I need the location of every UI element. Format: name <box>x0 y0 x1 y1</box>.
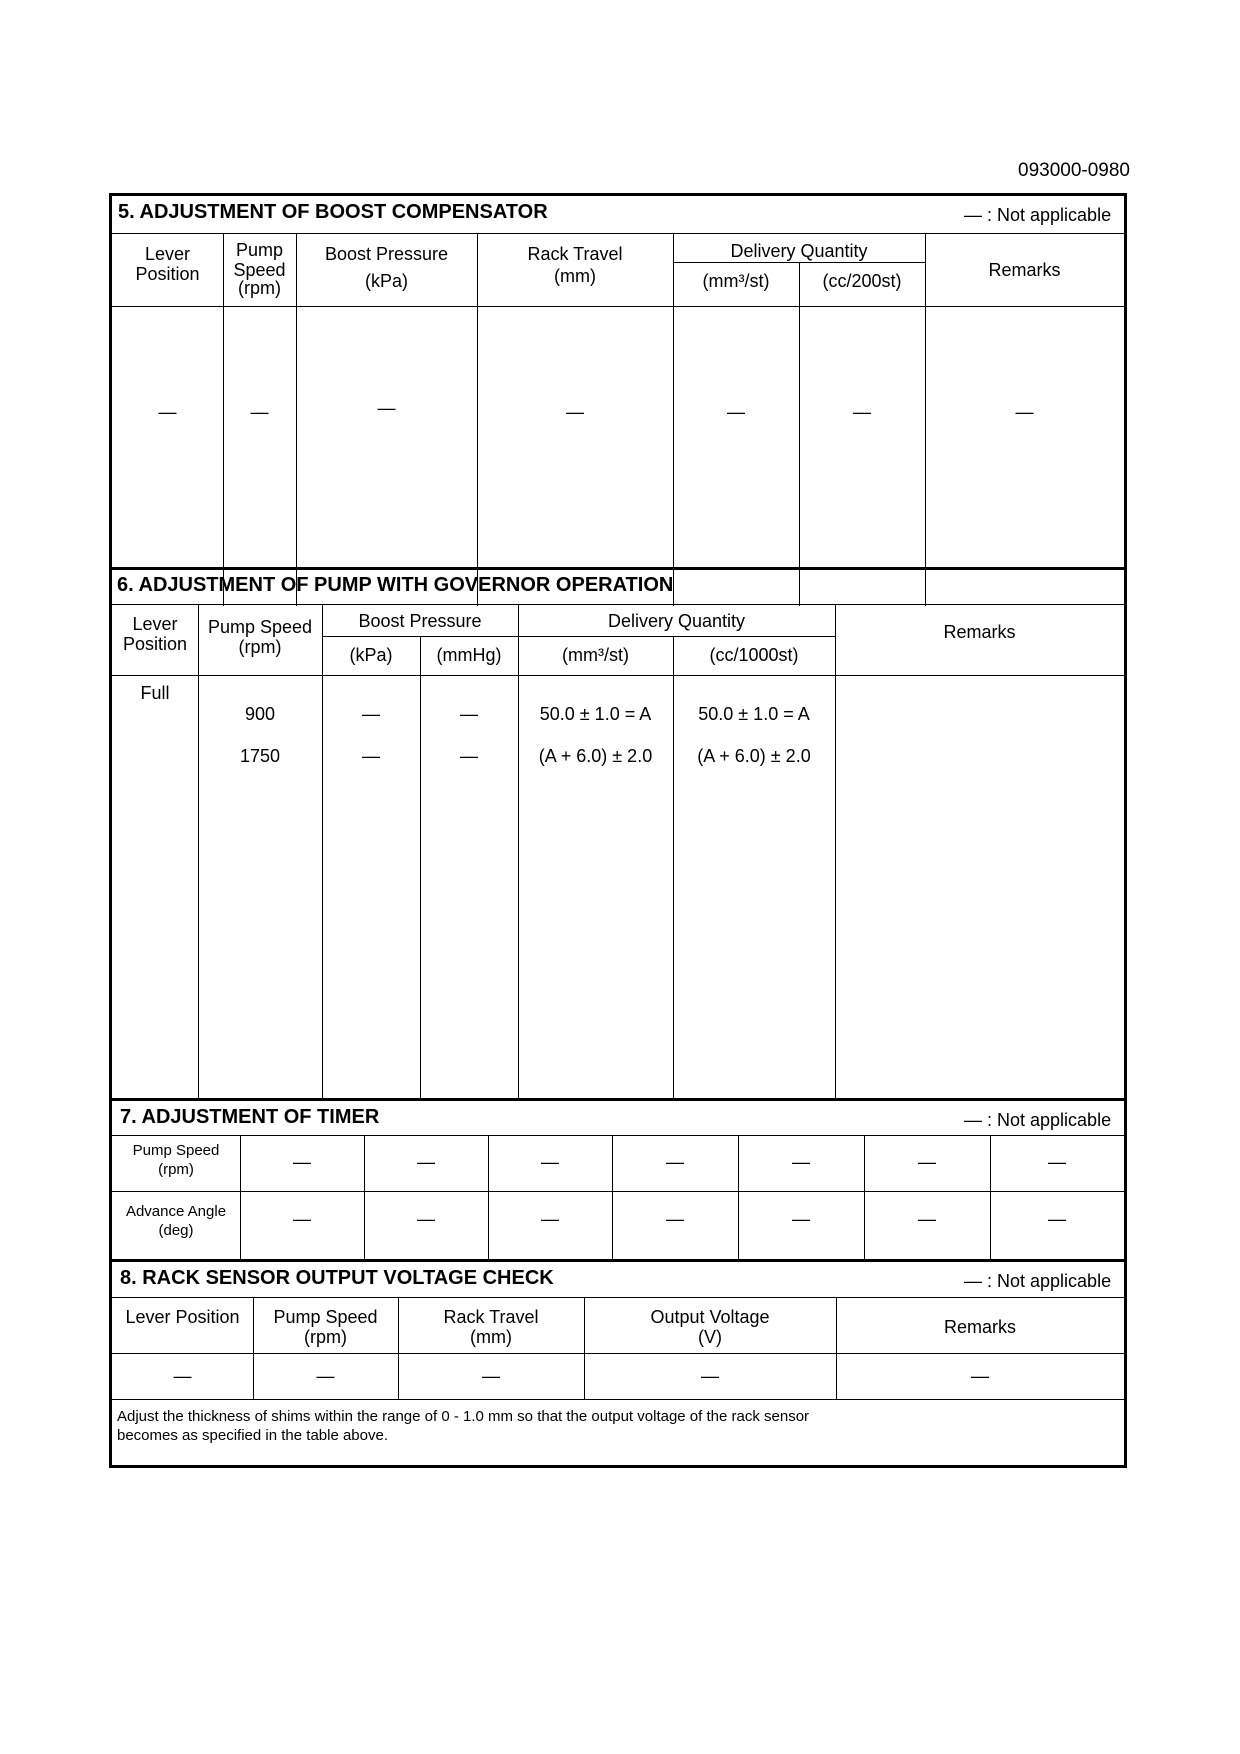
column-line <box>322 604 323 1098</box>
cell-pump-speed: — <box>316 1366 335 1386</box>
cell-dq-cc: — <box>853 402 871 422</box>
cell-lever: — <box>173 1366 192 1386</box>
cell-advance-angle: — <box>293 1209 311 1229</box>
header-pump-speed: Pump Speed <box>233 240 286 280</box>
divider <box>112 1191 1124 1192</box>
header-pump-speed: Pump Speed <box>273 1307 378 1327</box>
header-output-voltage-unit: (V) <box>698 1327 722 1347</box>
section-divider <box>112 1259 1124 1262</box>
divider <box>322 636 835 637</box>
cell-output-voltage: — <box>701 1366 719 1386</box>
header-lever <box>112 244 223 284</box>
cell-dq-mm3: 50.0 ± 1.0 = A <box>539 704 652 724</box>
header-pump-speed: Pump Speed <box>207 617 313 637</box>
section-5-title: 5. ADJUSTMENT OF BOOST COMPENSATOR <box>118 201 548 223</box>
header-boost-pressure-unit: (kPa) <box>364 271 408 291</box>
header-pump-speed-unit: (rpm) <box>238 278 281 298</box>
cell-advance-angle: — <box>417 1209 435 1229</box>
header-bp-mmhg: (mmHg) <box>436 645 502 665</box>
cell-boost-pressure: — <box>377 398 396 418</box>
row-label-advance-angle: Advance Angle <box>125 1203 227 1220</box>
row-label-pump-speed: Pump Speed <box>132 1142 220 1159</box>
header-remarks: Remarks <box>943 622 1016 642</box>
column-line <box>296 233 297 606</box>
cell-advance-angle: — <box>918 1209 936 1229</box>
cell-advance-angle: — <box>792 1209 810 1229</box>
cell-lever-full: Full <box>140 683 170 703</box>
cell-pump-speed: — <box>1048 1152 1066 1172</box>
section-divider <box>112 567 1124 570</box>
header-boost-pressure: Boost Pressure <box>324 244 449 264</box>
header-rack-travel: Rack Travel <box>443 1307 539 1327</box>
cell-rack-travel: — <box>566 402 584 422</box>
not-applicable-legend: — : Not applicable <box>964 1271 1112 1291</box>
document-number: 093000-0980 <box>1018 160 1130 181</box>
row-label-pump-speed-unit: (rpm) <box>158 1161 194 1178</box>
header-dq-mm3: (mm³/st) <box>562 645 629 665</box>
section-6-title: 6. ADJUSTMENT OF PUMP WITH GOVERNOR OPERATION <box>117 574 674 596</box>
header-lever: Lever Position <box>122 614 188 654</box>
cell-bp-mmhg: — <box>460 746 478 766</box>
divider <box>112 1135 1124 1136</box>
note-line-1: Adjust the thickness of shims within the range of 0 - 1.0 mm so that the output voltage of the rack sensor <box>117 1408 810 1425</box>
header-rack-travel: Rack Travel <box>527 244 623 264</box>
header-lever-label: Lever Position <box>135 244 200 284</box>
cell-pump-speed: — <box>666 1152 684 1172</box>
column-line <box>799 262 800 606</box>
header-delivery-quantity: Delivery Quantity <box>607 611 746 631</box>
column-line <box>518 604 519 1098</box>
header-output-voltage: Output Voltage <box>650 1307 770 1327</box>
cell-pump-speed: 1750 <box>239 746 281 766</box>
header-remarks: Remarks <box>943 1317 1016 1337</box>
header-remarks: Remarks <box>988 260 1061 280</box>
note-line-2: becomes as specified in the table above. <box>117 1427 389 1444</box>
divider <box>112 233 1124 234</box>
divider <box>112 604 1124 605</box>
cell-bp-mmhg: — <box>460 704 478 724</box>
section-divider <box>112 1098 1124 1101</box>
cell-pump-speed: — <box>541 1152 559 1172</box>
divider <box>112 306 1124 307</box>
section-7-title: 7. ADJUSTMENT OF TIMER <box>120 1106 380 1128</box>
cell-pump-speed: — <box>250 402 269 422</box>
column-line <box>835 604 836 1098</box>
cell-advance-angle: — <box>1048 1209 1066 1229</box>
cell-dq-cc: (A + 6.0) ± 2.0 <box>697 746 811 766</box>
header-bp-kpa: (kPa) <box>349 645 393 665</box>
header-delivery-quantity: Delivery Quantity <box>730 241 868 261</box>
cell-remarks: — <box>1015 402 1034 422</box>
cell-lever: — <box>158 402 177 422</box>
not-applicable-legend: — : Not applicable <box>964 1110 1112 1130</box>
cell-rack-travel: — <box>482 1366 500 1386</box>
cell-pump-speed: — <box>918 1152 936 1172</box>
header-rack-travel-unit: (mm) <box>554 266 596 286</box>
cell-dq-cc: 50.0 ± 1.0 = A <box>698 704 810 724</box>
cell-bp-kpa: — <box>362 746 380 766</box>
divider <box>112 675 1124 676</box>
divider <box>112 1353 1124 1354</box>
cell-dq-mm3: (A + 6.0) ± 2.0 <box>538 746 653 766</box>
header-pump-speed-unit: (rpm) <box>238 637 282 657</box>
divider <box>112 1399 1124 1400</box>
cell-dq-mm3: — <box>727 402 745 422</box>
header-lever: Lever Position <box>125 1307 240 1327</box>
cell-remarks: — <box>971 1366 989 1386</box>
not-applicable-legend: — : Not applicable <box>964 205 1112 225</box>
divider <box>112 1297 1124 1298</box>
header-pump-speed-unit: (rpm) <box>304 1327 347 1347</box>
cell-advance-angle: — <box>541 1209 559 1229</box>
specification-sheet <box>109 193 1127 1468</box>
header-boost-pressure: Boost Pressure <box>358 611 482 631</box>
header-dq-unit-1: (mm³/st) <box>702 271 770 291</box>
cell-advance-angle: — <box>666 1209 684 1229</box>
rack-sensor-note <box>117 1407 1117 1445</box>
cell-pump-speed: — <box>293 1152 311 1172</box>
cell-pump-speed: 900 <box>244 704 276 724</box>
cell-bp-kpa: — <box>362 704 380 724</box>
column-line <box>198 604 199 1098</box>
row-label-advance-angle-unit: (deg) <box>158 1222 194 1239</box>
section-8-title: 8. RACK SENSOR OUTPUT VOLTAGE CHECK <box>120 1267 554 1289</box>
header-dq-unit-2: (cc/200st) <box>822 271 902 291</box>
cell-pump-speed: — <box>792 1152 810 1172</box>
cell-pump-speed: — <box>417 1152 435 1172</box>
header-rack-travel-unit: (mm) <box>470 1327 512 1347</box>
header-dq-cc: (cc/1000st) <box>709 645 799 665</box>
